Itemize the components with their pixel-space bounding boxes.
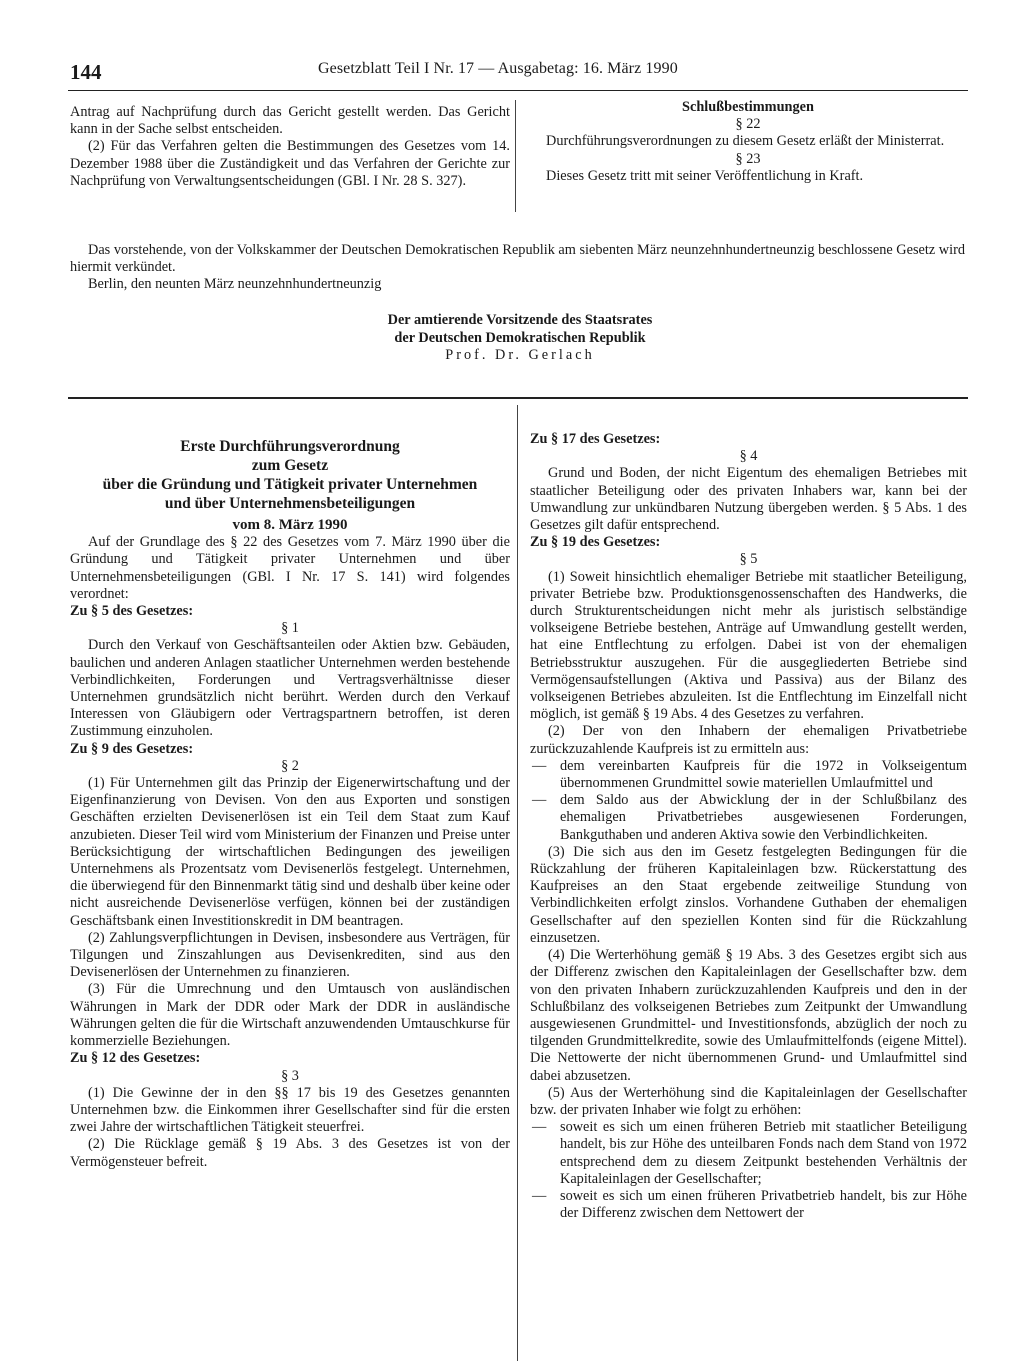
signature-block: [300, 312, 740, 365]
signer-title: Der amtierende Vorsitzende des Staatsrates: [387, 312, 653, 328]
law-paragraph: (2) Der von den Inhabern der ehemaligen Privatbetriebe zurückzuzahlende Kaufpreis ist zu ermitteln aus:: [530, 723, 967, 757]
law-paragraph: (2) Zahlungsverpflichtungen in Devisen, insbesondere aus Verträgen, für Tilgungen und Zinszahlungen aus Devisenkrediten, sind aus den Devisenerlösen der Unternehmen zu finanzieren.: [70, 929, 510, 981]
section-heading: Zu § 5 des Gesetzes:: [70, 603, 194, 620]
ordinance-title: über die Gründung und Tätigkeit privater Unternehmen: [102, 476, 478, 493]
list-item: [530, 1188, 967, 1222]
section-heading: Zu § 19 des Gesetzes:: [530, 534, 661, 551]
lower-left-column: [70, 437, 510, 1171]
list-item: [530, 758, 967, 792]
list-item-text: dem Saldo aus der Abwicklung der in der Schlußbilanz des ehemaligen Privatbetriebes ausgewiesenen Forderungen, Bankguthaben und anderen Aktiva sowie den Verbindlichkeiten.: [560, 792, 967, 843]
law-paragraph: Durchführungsverordnungen zu diesem Gesetz erläßt der Ministerrat.: [546, 133, 945, 150]
dash-marker: —: [532, 757, 547, 774]
list-item-text: soweit es sich um einen früheren Betrieb mit staatlicher Beteiligung handelt, bis zur Höhe des unteilbaren Fonds nach dem Stand von 1972 entsprechend dem zu diesem Zeitpunkt bestehenden Verhältnis der Kapitaleinlagen der Gesellschafter;: [560, 1119, 967, 1187]
law-paragraph: (1) Die Gewinne der in den §§ 17 bis 19 des Gesetzes genannten Unternehmen bzw. die Einkommen ihrer Gesellschafter sind für die ersten zwei Jahre der wirtschaftlichen Tätigkeit steuerfrei.: [70, 1084, 510, 1136]
section-heading: Zu § 17 des Gesetzes:: [530, 431, 661, 447]
law-paragraph: Grund und Boden, der nicht Eigentum des ehemaligen Betriebes mit staatlicher Beteiligung oder des privaten Inhabers war, kann bei der Umwandlung zur unkündbaren Nutzung übergeben werden. § 5 Abs. 1 des Gesetzes gilt dafür entsprechend.: [530, 465, 967, 534]
dash-marker: —: [532, 1187, 547, 1204]
law-paragraph: (5) Aus der Werterhöhung sind die Kapitaleinlagen der Gesellschafter bzw. der privaten Inhaber wie folgt zu erhöhen:: [530, 1084, 967, 1118]
paragraph-number: § 2: [281, 757, 299, 774]
ordinance-title: zum Gesetz: [251, 457, 329, 474]
section-heading: Schlußbestimmungen: [682, 99, 814, 115]
law-paragraph: (4) Die Werterhöhung gemäß § 19 Abs. 3 des Gesetzes ergibt sich aus der Differenz zwischen den Kapitaleinlagen der Gesellschafter bzw. dem von den privaten Inhabern zurückzuzahlenden Kaufpreis und den in der Schlußbilanz des volkseigenen Betriebes zum Zeitpunkt der Umwandlung ausgewiesenen Grundmittel- und Investitionsfonds, abzüglich der noch zu tilgenden Grundmittelkredite, sowie des Umlaufmittelfonds (eigene Mittel). Die Nettowerte der nicht übernommenen Grund- und Umlaufmittel sind dabei abzusetzen.: [530, 947, 967, 1084]
dash-marker: —: [532, 1119, 547, 1136]
column-divider: [515, 100, 516, 212]
place-date: Berlin, den neunten März neunzehnhundertneunzig: [88, 276, 382, 293]
ordinance-title: Erste Durchführungsverordnung: [180, 438, 400, 455]
law-paragraph: (1) Für Unternehmen gilt das Prinzip der Eigenerwirtschaftung und der Eigenfinanzierung von Devisen. Von den aus Exporten und sonstigen Geschäften erzielten Devisenerlösen ist ein Teil dem Staat zum Kauf anzubieten. Dieser Teil wird vom Ministerium der Finanzen und Preise unter Berücksichtigung der wirtschaftlichen Bedingungen des jeweiligen Unternehmens als Prozentsatz vom Devisenerlös festgelegt. Unternehmen, die überwiegend für den Binnenmarkt tätig sind und deshalb über keine oder nicht ausreichende Devisenerlöse verfügen, können bei der zuständigen Geschäftsbank einen Investitionskredit in DM beantragen.: [70, 775, 510, 929]
law-paragraph: Dieses Gesetz tritt mit seiner Veröffentlichung in Kraft.: [546, 167, 864, 184]
ordinance-title: und über Unternehmensbeteiligungen: [164, 495, 416, 512]
preamble: Auf der Grundlage des § 22 des Gesetzes vom 7. März 1990 über die Gründung und Tätigkeit privater Unternehmen und über Unternehmensbeteiligungen (GBl. I Nr. 17 S. 141) wird folgendes verordnet:: [70, 534, 510, 602]
list-item-text: dem vereinbarten Kaufpreis für die 1972 in Volkseigentum übernommenen Grundmittel sowie materiellen Umlaufmittel und: [560, 757, 967, 792]
law-paragraph: (2) Die Rücklage gemäß § 19 Abs. 3 des Gesetzes ist von der Vermögensteuer befreit.: [70, 1136, 510, 1170]
running-header: Gesetzblatt Teil I Nr. 17 — Ausgabetag: 16. März 1990: [318, 60, 678, 77]
section-heading: Zu § 12 des Gesetzes:: [70, 1050, 201, 1067]
page-number: 144: [70, 60, 102, 84]
law-paragraph: Durch den Verkauf von Geschäftsanteilen oder Aktien bzw. Gebäuden, baulichen und anderen Anlagen staatlicher Unternehmen werden bestehende Verbindlichkeiten, Forderungen und Vertragsverhältnisse dieser Unternehmen grundsätzlich nicht berührt. Werden durch den Verkauf Interessen von Gläubigern oder Vertragspartnern betroffen, ist deren Zustimmung einzuholen.: [70, 637, 510, 740]
promulgation-block: [70, 242, 965, 294]
paragraph-number: § 1: [281, 620, 299, 637]
paragraph-number: § 5: [739, 551, 758, 568]
law-paragraph: (3) Für die Umrechnung und den Umtausch von ausländischen Währungen in Mark der DDR oder Mark der DDR in ausländische Währungen gelten die für die Wirtschaft anzuwendenden Umtauschkurse für kommerzielle Beziehungen.: [70, 981, 510, 1050]
section-rule: [68, 397, 968, 399]
top-left-column: [70, 104, 510, 190]
lower-right-column: [530, 431, 967, 1222]
paragraph-number: § 22: [735, 116, 761, 133]
dash-marker: —: [532, 792, 547, 809]
ordinance-date: vom 8. März 1990: [232, 517, 348, 533]
paragraph-number: § 4: [739, 448, 758, 465]
law-paragraph: (2) Für das Verfahren gelten die Bestimmungen des Gesetzes vom 14. Dezember 1988 über die Zuständigkeit und das Verfahren der Gerichte zur Nachprüfung von Verwaltungsentscheidungen (GBl. I Nr. 28 S. 327).: [70, 138, 510, 189]
paragraph-number: § 3: [281, 1067, 299, 1084]
promulgation-text: Das vorstehende, von der Volkskammer der Deutschen Demokratischen Republik am siebenten März neunzehnhundertneunzig beschlossene Gesetz wird hiermit verkündet.: [70, 242, 965, 276]
list-item: [530, 1119, 967, 1188]
column-divider: [517, 405, 518, 1361]
law-paragraph: Antrag auf Nachprüfung durch das Gericht gestellt werden. Das Gericht kann in der Sache selbst entscheiden.: [70, 104, 510, 138]
header-rule: [68, 90, 968, 91]
signer-name: Prof. Dr. Gerlach: [445, 347, 595, 363]
signer-title: der Deutschen Demokratischen Republik: [394, 329, 646, 346]
law-paragraph: (1) Soweit hinsichtlich ehemaliger Betriebe mit staatlicher Beteiligung, privater Betriebe bzw. Produktionsgenossenschaften des Handwerks, die durch Strukturentscheidungen nicht mehr als juristisch selbständige volkseigene Betriebe bestehen, Anträge auf Umwandlung gestellt werden, hat eine Entflechtung zu erfolgen. Dabei ist von der ehemaligen Betriebsstruktur auszugehen. Für die ausgegliederten Betriebe sind Vermögensaufstellungen (Aktiva und Passiva) aus der Bilanz des volkseigenen Betriebes abzuleiten. Ist die Entflechtung im Einzelfall nicht möglich, ist gemäß § 19 Abs. 4 des Gesetzes zu verfahren.: [530, 568, 967, 723]
top-right-column: [528, 99, 968, 185]
list-item: [530, 792, 967, 844]
list-item-text: soweit es sich um einen früheren Privatbetrieb handelt, bis zur Höhe der Differenz zwischen dem Nettowert der: [560, 1187, 967, 1222]
section-heading: Zu § 9 des Gesetzes:: [70, 740, 194, 757]
law-paragraph: (3) Die sich aus den im Gesetz festgelegten Bedingungen für die Rückzahlung der früheren Kapitaleinlagen bzw. Rückerstattung des Kaufpreises an den Staat ergebende zeitweilige Stundung von Verbindlichkeiten erfolgt zinslos. Vorhandene Guthaben der ehemaligen Gesellschafter auf den speziellen Konten sind für die Rückzahlung einzusetzen.: [530, 843, 967, 946]
paragraph-number: § 23: [735, 150, 761, 167]
